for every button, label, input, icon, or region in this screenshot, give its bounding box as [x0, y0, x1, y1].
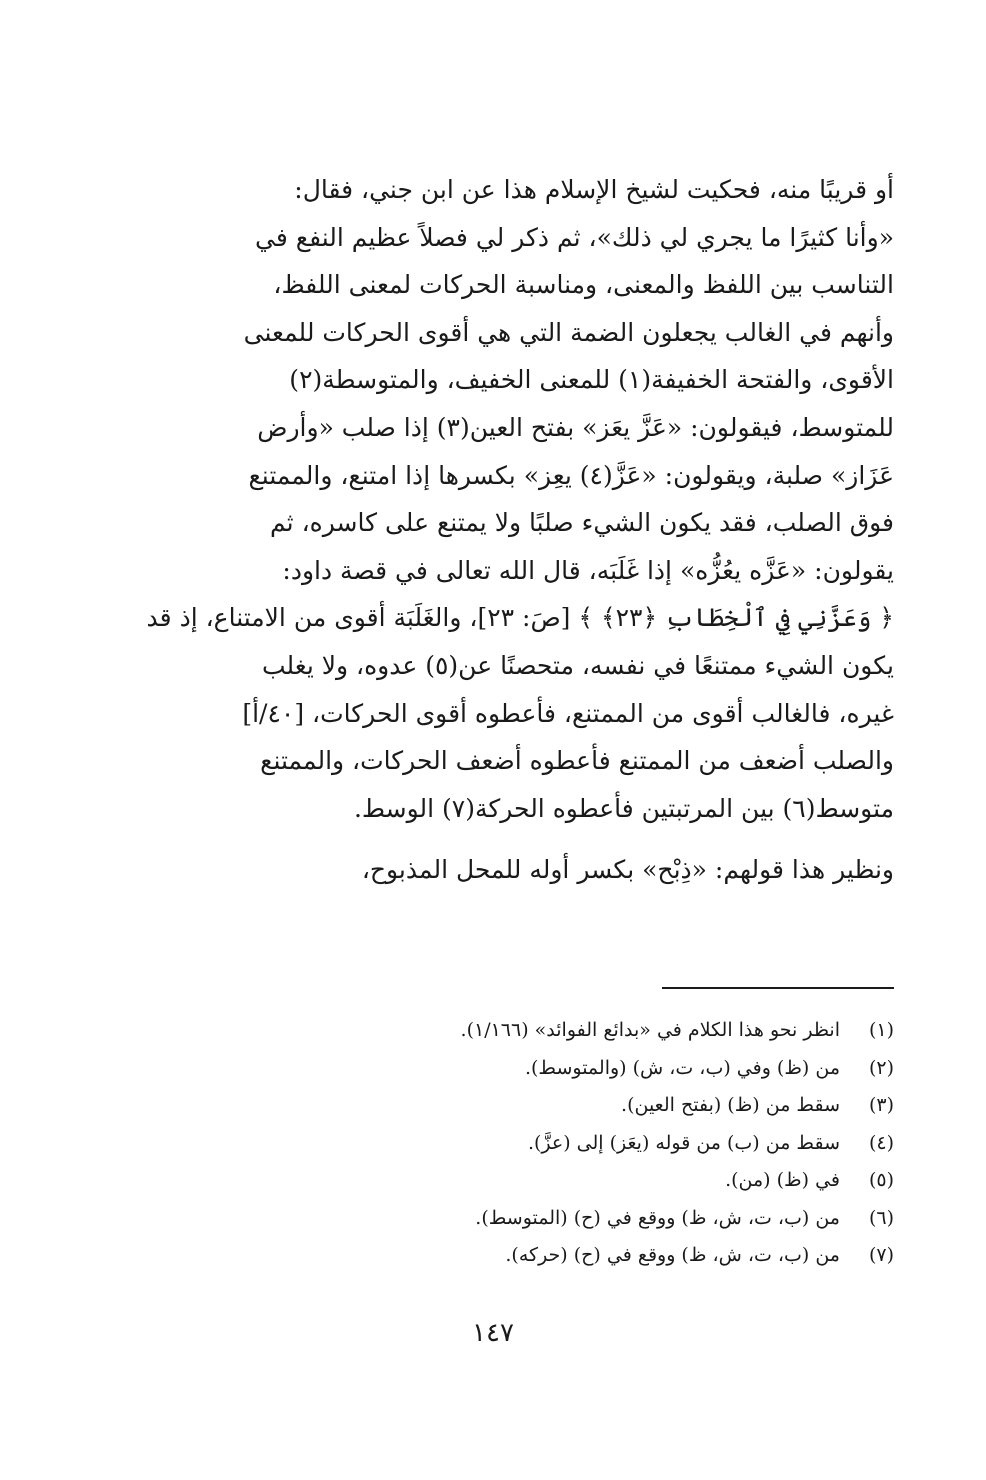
main-text [132, 166, 894, 894]
footnote-item [132, 1237, 894, 1275]
text-line: الأقوى، والفتحة الخفيفة(١) للمعنى الخفيف، والمتوسطة(٢) [289, 365, 894, 395]
footnotes [132, 1012, 894, 1275]
footnote-item [132, 1087, 894, 1125]
text-line: «وأنا كثيرًا ما يجري لي ذلك»، ثم ذكر لي فصلاً عظيم النفع في [255, 222, 894, 252]
text-line: يكون الشيء ممتنعًا في نفسه، متحصنًا عن(٥) عدوه، ولا يغلب [261, 650, 894, 680]
footnote-text: في (ظ) (من). [725, 1169, 840, 1191]
text-line: التناسب بين اللفظ والمعنى، ومناسبة الحركات لمعنى اللفظ، [273, 270, 894, 300]
footnote-item [132, 1050, 894, 1088]
page-number: ١٤٧ [472, 1318, 514, 1348]
footnote-number: (٦) [868, 1206, 894, 1229]
text-line: للمتوسط، فيقولون: «عَزَّ يعَز» بفتح العين(٣) إذا صلب «وأرض [257, 412, 894, 442]
footnote-number: (٣) [868, 1094, 894, 1116]
quran-verse-line: ﴿ وَعَزَّنِي فِي ٱلْخِطَابِ ﴿٢٣﴾ ﴾ [صَ: ٢٣]، والغَلَبَة أقوى من الامتناع، إذ قد [146, 603, 894, 633]
footnote-number: (٤) [868, 1131, 894, 1154]
paragraph-start-line: ونظير هذا قولهم: «ذِبْح» بكسر أوله للمحل المذبوح، [361, 855, 894, 885]
text-line: فوق الصلب، فقد يكون الشيء صلبًا ولا يمتنع على كاسره، ثم [270, 508, 894, 538]
text-line: يقولون: «عَزَّه يعُزُّه» إذا غَلَبَه، قال الله تعالى في قصة داود: [282, 555, 894, 585]
footnote-text: انظر نحو هذا الكلام في «بدائع الفوائد» (١/١٦٦). [460, 1019, 840, 1041]
footnote-text: من (ب، ت، ش، ظ) ووقع في (ح) (المتوسط). [475, 1206, 840, 1229]
paragraph-end-line: متوسط(٦) بين المرتبتين فأعطوه الحركة(٧) الوسط. [353, 793, 894, 823]
footnote-item [132, 1162, 894, 1200]
text-line: والصلب أضعف من الممتنع فأعطوه أضعف الحركات، والممتنع [260, 746, 894, 776]
text-line: غيره، فالغالب أقوى من الممتنع، فأعطوه أقوى الحركات، [٤٠/أ] [242, 698, 894, 728]
footnote-text: من (ظ) وفي (ب، ت، ش) (والمتوسط). [524, 1056, 840, 1079]
footnote-text: سقط من (ب) من قوله (يعَز) إلى (عزَّ). [527, 1131, 840, 1154]
text-line: عَزَاز» صلبة، ويقولون: «عَزَّ(٤) يعِز» بكسرها إذا امتنع، والممتنع [248, 460, 894, 490]
footnote-item [132, 1125, 894, 1163]
footnote-text: سقط من (ظ) (بفتح العين). [621, 1094, 840, 1116]
text-line: وأنهم في الغالب يجعلون الضمة التي هي أقوى الحركات للمعنى [243, 317, 894, 347]
footnote-number: (٢) [868, 1056, 894, 1079]
footnote-number: (١) [868, 1019, 894, 1041]
footnote-text: من (ب، ت، ش، ظ) ووقع في (ح) (حركه). [505, 1244, 840, 1266]
footnote-item [132, 1200, 894, 1238]
footnote-number: (٥) [868, 1169, 894, 1191]
footnote-separator [662, 987, 894, 989]
footnote-number: (٧) [868, 1244, 894, 1266]
text-line: أو قريبًا منه، فحكيت لشيخ الإسلام هذا عن ابن جني، فقال: [294, 175, 894, 204]
footnote-item [132, 1012, 894, 1050]
